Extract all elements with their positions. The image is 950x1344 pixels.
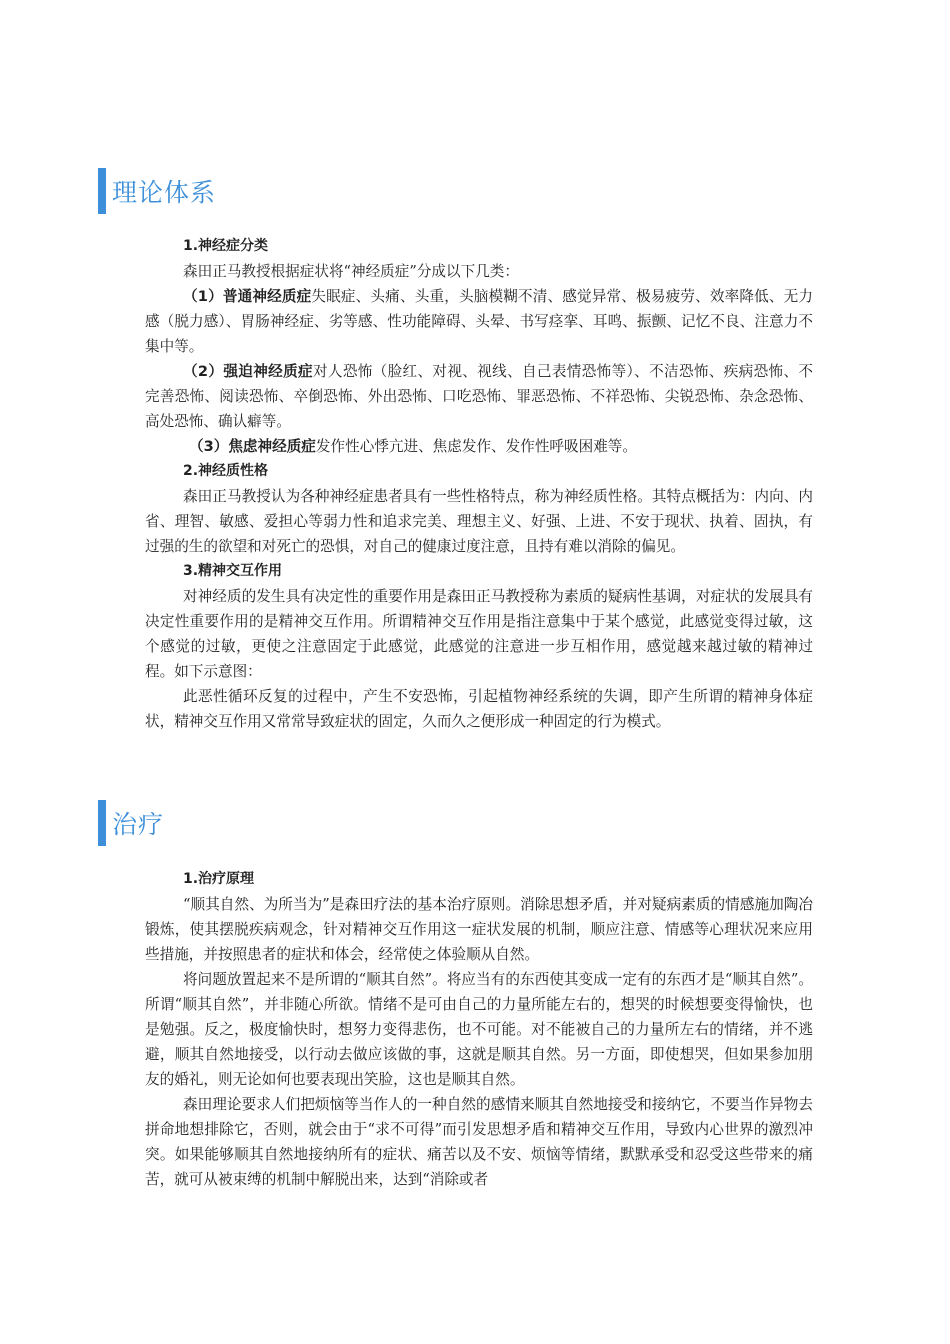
heading-accent-bar (98, 168, 106, 214)
section-heading-treatment (98, 800, 164, 846)
subsection-heading: 3.精神交互作用 (183, 563, 283, 579)
term-bold: （2）强迫神经质症 (183, 363, 313, 380)
paragraph: 森田正马教授根据症状将“神经质症”分成以下几类： (183, 263, 519, 280)
section-body-theory (145, 234, 813, 734)
subsection-heading: 2.神经质性格 (183, 463, 269, 479)
section-body-treatment (145, 867, 813, 1192)
term-bold: （1）普通神经质症 (183, 288, 312, 305)
term-bold: （3）焦虑神经质症 (189, 438, 316, 455)
paragraph: （3）焦虑神经质症发作性心悸亢进、焦虑发作、发作性呼吸困难等。 (189, 438, 637, 455)
paragraph: 森田理论要求人们把烦恼等当作人的一种自然的感情来顺其自然地接受和接纳它，不要当作异物去拼命地想排除它，否则，就会由于“求不可得”而引发思想矛盾和精神交互作用，导致内心世界的激烈冲突。如果能够顺其自然地接纳所有的症状、痛苦以及不安、烦恼等情绪，默默承受和忍受这些带来的痛苦，就可从被束缚的机制中解脱出来，达到“消除或者 (145, 1096, 813, 1188)
paragraph: （2）强迫神经质症对人恐怖（脸红、对视、视线、自己表情恐怖等）、不洁恐怖、疾病恐怖、不完善恐怖、阅读恐怖、卒倒恐怖、外出恐怖、口吃恐怖、罪恶恐怖、不祥恐怖、尖锐恐怖、杂念恐怖、高处恐怖、确认癖等。 (145, 363, 814, 430)
subsection-heading: 1.治疗原理 (183, 871, 255, 887)
paragraph: 对神经质的发生具有决定性的重要作用是森田正马教授称为素质的疑病性基调，对症状的发展具有决定性重要作用的是精神交互作用。所谓精神交互作用是指注意集中于某个感觉，此感觉变得过敏，这个感觉的过敏，更使之注意固定于此感觉，此感觉的注意进一步互相作用，感觉越来越过敏的精神过程。如下示意图： (145, 588, 813, 680)
paragraph: “顺其自然、为所当为”是森田疗法的基本治疗原则。消除思想矛盾，并对疑病素质的情感施加陶冶锻炼，使其摆脱疾病观念，针对精神交互作用这一症状发展的机制，顺应注意、情感等心理状况来应用些措施，并按照患者的症状和体会，经常使之体验顺从自然。 (145, 896, 813, 963)
paragraph: 将问题放置起来不是所谓的“顺其自然”。将应当有的东西使其变成一定有的东西才是“顺其自然”。所谓“顺其自然”，并非随心所欲。情绪不是可由自己的力量所能左右的，想哭的时候想要变得愉快，也是勉强。反之，极度愉快时，想努力变得悲伤，也不可能。对不能被自己的力量所左右的情绪，并不逃避，顺其自然地接受，以行动去做应该做的事，这就是顺其自然。另一方面，即使想哭，但如果参加朋友的婚礼，则无论如何也要表现出笑脸，这也是顺其自然。 (145, 971, 813, 1088)
section-title: 治疗 (112, 810, 165, 839)
paragraph: 此恶性循环反复的过程中，产生不安恐怖，引起植物神经系统的失调，即产生所谓的精神身体症状，精神交互作用又常常导致症状的固定，久而久之便形成一种固定的行为模式。 (145, 688, 813, 730)
paragraph: 森田正马教授认为各种神经症患者具有一些性格特点，称为神经质性格。其特点概括为：内向、内省、理智、敏感、爱担心等弱力性和追求完美、理想主义、好强、上进、不安于现状、执着、固执，有过强的生的欲望和对死亡的恐惧，对自己的健康过度注意，且持有难以消除的偏见。 (145, 488, 813, 555)
subsection-heading: 1.神经症分类 (183, 238, 269, 254)
heading-accent-bar (98, 800, 106, 846)
paragraph: （1）普通神经质症失眠症、头痛、头重，头脑模糊不清、感觉异常、极易疲劳、效率降低、无力感（脱力感）、胃肠神经症、劣等感、性功能障碍、头晕、书写痉挛、耳鸣、振颤、记忆不良、注意力不集中等。 (145, 288, 813, 355)
section-title: 理论体系 (112, 178, 217, 207)
section-heading-theory (98, 168, 216, 214)
